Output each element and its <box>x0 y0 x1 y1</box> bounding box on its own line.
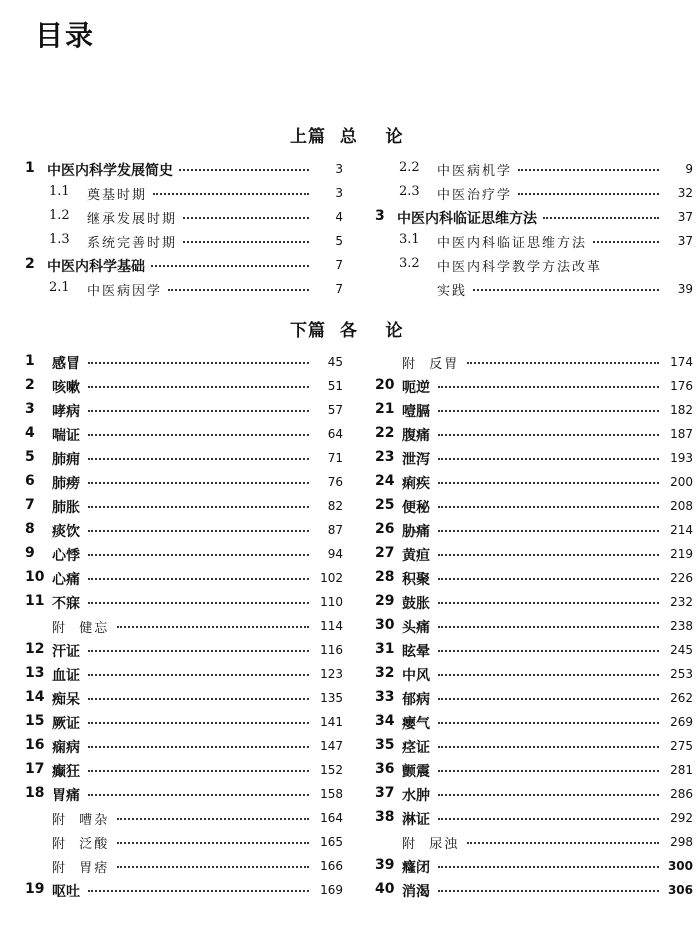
toc-leader-dots <box>467 842 659 844</box>
toc-entry-title: 积聚 <box>402 572 430 588</box>
toc-entry-title: 痫病 <box>52 740 80 756</box>
toc-entry-title: 中医内科临证思维方法 <box>437 236 588 251</box>
toc-entry[interactable] <box>350 518 700 542</box>
toc-page-number: 114 <box>320 619 343 633</box>
toc-entry-title: 中医内科学发展简史 <box>47 163 173 179</box>
toc-entry-title: 颤震 <box>402 764 430 780</box>
toc-entry-number: 2.2 <box>399 160 420 175</box>
toc-page-number: 116 <box>320 643 343 657</box>
toc-entry[interactable] <box>350 470 700 494</box>
toc-entry[interactable] <box>0 181 350 205</box>
toc-page-number: 232 <box>670 595 693 609</box>
toc-leader-dots <box>438 602 659 604</box>
toc-entry-title: 中医内科学教学方法改革 <box>437 260 603 275</box>
toc-entry-title: 感冒 <box>52 356 80 372</box>
toc-entry-title: 痉证 <box>402 740 430 756</box>
toc-entry-title: 不寐 <box>52 596 80 612</box>
toc-page-number: 269 <box>670 715 693 729</box>
toc-entry-number: 3.1 <box>399 232 420 247</box>
toc-leader-dots <box>88 578 309 580</box>
toc-entry-title: 中医内科学基础 <box>47 259 145 275</box>
toc-entry-number: 38 <box>375 809 395 825</box>
toc-entry[interactable] <box>0 350 350 374</box>
toc-leader-dots <box>153 193 309 195</box>
toc-leader-dots <box>88 386 309 388</box>
toc-entry-number: 35 <box>375 737 395 753</box>
toc-entry[interactable] <box>350 854 700 878</box>
toc-entry[interactable] <box>350 205 700 229</box>
toc-entry-title: 痴呆 <box>52 692 80 708</box>
toc-leader-dots <box>438 650 659 652</box>
toc-page-number: 245 <box>670 643 693 657</box>
toc-leader-dots <box>543 217 659 219</box>
toc-entry-title: 附 泛酸 <box>52 837 110 852</box>
toc-entry-number: 27 <box>375 545 395 561</box>
toc-leader-dots <box>438 506 659 508</box>
toc-entry-title: 心悸 <box>52 548 80 564</box>
toc-entry-title: 呕吐 <box>52 884 80 900</box>
toc-leader-dots <box>518 169 659 171</box>
part1-left-column <box>0 157 350 301</box>
toc-entry[interactable] <box>0 157 350 181</box>
toc-entry-title: 中风 <box>402 668 430 684</box>
toc-entry[interactable] <box>0 398 350 422</box>
toc-entry[interactable] <box>0 494 350 518</box>
toc-page-number: 187 <box>670 427 693 441</box>
toc-page-number: 200 <box>670 475 693 489</box>
toc-leader-dots <box>518 193 659 195</box>
toc-entry-title: 中医治疗学 <box>437 188 513 203</box>
toc-entry[interactable] <box>0 542 350 566</box>
toc-entry-title: 痢疾 <box>402 476 430 492</box>
toc-page-number: 82 <box>327 499 343 513</box>
toc-page-number: 286 <box>670 787 693 801</box>
toc-page-number: 281 <box>670 763 693 777</box>
toc-page-number: 76 <box>327 475 343 489</box>
toc-entry-title: 胃痛 <box>52 788 80 804</box>
toc-leader-dots <box>88 506 309 508</box>
toc-entry[interactable] <box>0 854 350 878</box>
toc-entry[interactable] <box>350 181 700 205</box>
toc-entry-title: 血证 <box>52 668 80 684</box>
toc-page-number: 37 <box>677 210 693 224</box>
toc-leader-dots <box>438 578 659 580</box>
toc-leader-dots <box>88 722 309 724</box>
toc-page-number: 214 <box>670 523 693 537</box>
toc-leader-dots <box>88 434 309 436</box>
toc-entry-title: 中医病机学 <box>437 164 513 179</box>
toc-entry-title: 附 健忘 <box>52 621 110 636</box>
toc-entry[interactable] <box>0 229 350 253</box>
toc-entry[interactable] <box>350 350 700 374</box>
part1-right-column <box>350 157 700 301</box>
toc-entry[interactable] <box>350 662 700 686</box>
toc-entry-title: 附 反胃 <box>402 357 460 372</box>
toc-entry-number: 36 <box>375 761 395 777</box>
toc-leader-dots <box>88 650 309 652</box>
toc-entry[interactable] <box>350 614 700 638</box>
toc-entry[interactable] <box>350 710 700 734</box>
toc-entry-title: 癫狂 <box>52 764 80 780</box>
toc-page-number: 32 <box>677 186 693 200</box>
toc-entry[interactable] <box>0 566 350 590</box>
toc-entry-number: 16 <box>25 737 45 753</box>
toc-entry-number: 23 <box>375 449 395 465</box>
toc-entry-number: 31 <box>375 641 395 657</box>
toc-page-number: 208 <box>670 499 693 513</box>
toc-page-number: 275 <box>670 739 693 753</box>
toc-entry-number: 40 <box>375 881 395 897</box>
toc-entry-number: 3 <box>25 401 35 417</box>
toc-page-number: 45 <box>327 355 343 369</box>
toc-page-number: 9 <box>685 162 693 176</box>
toc-page-number: 110 <box>320 595 343 609</box>
toc-entry-number: 2 <box>25 377 35 393</box>
toc-entry[interactable] <box>350 686 700 710</box>
toc-leader-dots <box>438 554 659 556</box>
toc-page-number: 37 <box>677 234 693 248</box>
toc-entry[interactable] <box>350 229 700 253</box>
toc-entry-number: 7 <box>25 497 35 513</box>
part1-heading: 上篇 总 论 <box>290 127 404 147</box>
toc-entry[interactable] <box>0 253 350 277</box>
toc-entry-title: 继承发展时期 <box>87 212 178 227</box>
toc-entry-title: 厥证 <box>52 716 80 732</box>
toc-leader-dots <box>438 746 659 748</box>
toc-leader-dots <box>88 554 309 556</box>
toc-entry-title: 噎膈 <box>402 404 430 420</box>
toc-entry-title: 水肿 <box>402 788 430 804</box>
toc-leader-dots <box>88 362 309 364</box>
toc-leader-dots <box>117 818 309 820</box>
toc-entry-title: 附 胃痞 <box>52 861 110 876</box>
toc-entry-title: 中医内科临证思维方法 <box>397 211 537 227</box>
toc-leader-dots <box>438 818 659 820</box>
toc-leader-dots <box>438 530 659 532</box>
toc-entry-title: 郁病 <box>402 692 430 708</box>
toc-entry[interactable] <box>350 157 700 181</box>
toc-entry-title: 肺痈 <box>52 452 80 468</box>
toc-page-number: 219 <box>670 547 693 561</box>
toc-leader-dots <box>88 794 309 796</box>
toc-entry-title: 腹痛 <box>402 428 430 444</box>
toc-page-number: 57 <box>327 403 343 417</box>
toc-entry-title: 附 尿浊 <box>402 837 460 852</box>
toc-entry-number: 6 <box>25 473 35 489</box>
toc-entry[interactable] <box>350 253 700 277</box>
toc-leader-dots <box>88 770 309 772</box>
toc-entry[interactable] <box>0 758 350 782</box>
toc-entry[interactable] <box>350 277 700 301</box>
toc-leader-dots <box>88 458 309 460</box>
toc-entry-number: 1 <box>25 160 35 176</box>
toc-page-number: 94 <box>327 547 343 561</box>
toc-entry-number: 15 <box>25 713 45 729</box>
toc-entry[interactable] <box>350 878 700 902</box>
toc-entry-number: 25 <box>375 497 395 513</box>
toc-leader-dots <box>438 890 659 892</box>
toc-entry-title: 实践 <box>437 284 468 299</box>
toc-leader-dots <box>151 265 309 267</box>
toc-entry[interactable] <box>350 782 700 806</box>
toc-entry-number: 12 <box>25 641 45 657</box>
toc-entry-number: 34 <box>375 713 395 729</box>
toc-leader-dots <box>88 698 309 700</box>
toc-page-number: 71 <box>327 451 343 465</box>
toc-entry[interactable] <box>0 830 350 854</box>
toc-leader-dots <box>438 434 659 436</box>
toc-entry[interactable] <box>350 542 700 566</box>
toc-leader-dots <box>88 602 309 604</box>
toc-entry-number: 2.1 <box>49 280 70 295</box>
toc-leader-dots <box>88 410 309 412</box>
toc-page-number: 5 <box>335 234 343 248</box>
toc-entry[interactable] <box>350 734 700 758</box>
toc-leader-dots <box>117 842 309 844</box>
toc-page-number: 182 <box>670 403 693 417</box>
toc-entry-title: 黄疸 <box>402 548 430 564</box>
toc-page-number: 164 <box>320 811 343 825</box>
toc-leader-dots <box>117 626 309 628</box>
toc-entry-number: 19 <box>25 881 45 897</box>
toc-entry-title: 肺胀 <box>52 500 80 516</box>
toc-entry[interactable] <box>0 686 350 710</box>
toc-entry-title: 瘿气 <box>402 716 430 732</box>
toc-entry-title: 奠基时期 <box>87 188 148 203</box>
toc-page-number: 7 <box>335 258 343 272</box>
toc-leader-dots <box>88 746 309 748</box>
toc-entry[interactable] <box>350 398 700 422</box>
toc-entry-number: 37 <box>375 785 395 801</box>
toc-entry[interactable] <box>0 277 350 301</box>
toc-entry-number: 10 <box>25 569 45 585</box>
toc-page-number: 7 <box>335 282 343 296</box>
toc-page-number: 292 <box>670 811 693 825</box>
toc-entry-title: 头痛 <box>402 620 430 636</box>
part2-left-column <box>0 350 350 902</box>
toc-page-number: 135 <box>320 691 343 705</box>
toc-entry-title: 癃闭 <box>402 860 430 876</box>
toc-page-number: 141 <box>320 715 343 729</box>
toc-leader-dots <box>438 410 659 412</box>
toc-entry[interactable] <box>0 470 350 494</box>
toc-entry[interactable] <box>350 494 700 518</box>
toc-leader-dots <box>438 674 659 676</box>
toc-entry-title: 淋证 <box>402 812 430 828</box>
toc-entry[interactable] <box>0 422 350 446</box>
toc-entry[interactable] <box>0 590 350 614</box>
toc-entry-number: 21 <box>375 401 395 417</box>
toc-entry[interactable] <box>0 734 350 758</box>
toc-leader-dots <box>438 794 659 796</box>
toc-page-number: 3 <box>335 186 343 200</box>
toc-entry-title: 喘证 <box>52 428 80 444</box>
toc-entry-number: 5 <box>25 449 35 465</box>
toc-leader-dots <box>438 866 659 868</box>
toc-leader-dots <box>183 217 309 219</box>
toc-entry-title: 附 嘈杂 <box>52 813 110 828</box>
toc-leader-dots <box>593 241 659 243</box>
toc-entry-number: 29 <box>375 593 395 609</box>
toc-entry-title: 痰饮 <box>52 524 80 540</box>
toc-entry-number: 1.2 <box>49 208 70 223</box>
toc-page-number: 3 <box>335 162 343 176</box>
toc-entry[interactable] <box>0 710 350 734</box>
part2-heading: 下篇 各 论 <box>290 321 404 341</box>
toc-page-number: 87 <box>327 523 343 537</box>
toc-entry-number: 1 <box>25 353 35 369</box>
toc-page-number: 298 <box>670 835 693 849</box>
toc-page-number: 123 <box>320 667 343 681</box>
toc-page-number: 193 <box>670 451 693 465</box>
toc-entry[interactable] <box>0 806 350 830</box>
toc-entry[interactable] <box>350 638 700 662</box>
toc-page-number: 262 <box>670 691 693 705</box>
toc-page-number: 64 <box>327 427 343 441</box>
toc-leader-dots <box>438 626 659 628</box>
toc-entry[interactable] <box>0 662 350 686</box>
toc-entry[interactable] <box>0 782 350 806</box>
toc-leader-dots <box>438 458 659 460</box>
toc-page-number: 102 <box>320 571 343 585</box>
toc-page-number: 158 <box>320 787 343 801</box>
toc-entry[interactable] <box>350 830 700 854</box>
toc-entry[interactable] <box>350 566 700 590</box>
toc-leader-dots <box>438 386 659 388</box>
toc-entry-number: 3 <box>375 208 385 224</box>
toc-page-number: 165 <box>320 835 343 849</box>
toc-page-number: 147 <box>320 739 343 753</box>
toc-entry-number: 24 <box>375 473 395 489</box>
toc-leader-dots <box>473 289 659 291</box>
toc-leader-dots <box>88 482 309 484</box>
toc-entry-title: 中医病因学 <box>87 284 163 299</box>
toc-entry[interactable] <box>350 422 700 446</box>
toc-entry[interactable] <box>0 518 350 542</box>
toc-leader-dots <box>438 770 659 772</box>
toc-entry-title: 心痛 <box>52 572 80 588</box>
toc-entry-title: 汗证 <box>52 644 80 660</box>
toc-entry-number: 8 <box>25 521 35 537</box>
toc-entry[interactable] <box>350 758 700 782</box>
toc-entry[interactable] <box>350 374 700 398</box>
toc-entry-number: 33 <box>375 689 395 705</box>
toc-entry-title: 泄泻 <box>402 452 430 468</box>
toc-entry-number: 2 <box>25 256 35 272</box>
toc-entry-title: 系统完善时期 <box>87 236 178 251</box>
toc-page-number: 300 <box>667 859 693 873</box>
toc-page-number: 166 <box>320 859 343 873</box>
toc-entry[interactable] <box>350 590 700 614</box>
toc-entry[interactable] <box>0 614 350 638</box>
toc-leader-dots <box>183 241 309 243</box>
toc-entry-number: 9 <box>25 545 35 561</box>
toc-page-number: 51 <box>327 379 343 393</box>
toc-page-number: 4 <box>335 210 343 224</box>
toc-entry-title: 哮病 <box>52 404 80 420</box>
toc-entry-number: 26 <box>375 521 395 537</box>
toc-entry-number: 22 <box>375 425 395 441</box>
toc-entry[interactable] <box>0 205 350 229</box>
toc-entry-number: 39 <box>375 857 395 873</box>
toc-leader-dots <box>88 890 309 892</box>
toc-entry-title: 便秘 <box>402 500 430 516</box>
toc-page-number: 176 <box>670 379 693 393</box>
toc-leader-dots <box>438 482 659 484</box>
toc-entry[interactable] <box>0 446 350 470</box>
toc-entry-number: 30 <box>375 617 395 633</box>
toc-entry-title: 胁痛 <box>402 524 430 540</box>
toc-entry-number: 1.1 <box>49 184 70 199</box>
toc-entry-number: 1.3 <box>49 232 70 247</box>
toc-leader-dots <box>117 866 309 868</box>
toc-entry-title: 鼓胀 <box>402 596 430 612</box>
toc-entry-number: 32 <box>375 665 395 681</box>
toc-entry-title: 咳嗽 <box>52 380 80 396</box>
toc-entry-number: 14 <box>25 689 45 705</box>
toc-entry-number: 3.2 <box>399 256 420 271</box>
toc-leader-dots <box>88 530 309 532</box>
toc-entry-title: 呃逆 <box>402 380 430 396</box>
toc-entry-number: 2.3 <box>399 184 420 199</box>
toc-entry-title: 消渴 <box>402 884 430 900</box>
part2-right-column <box>350 350 700 902</box>
page-title: 目录 <box>35 19 96 52</box>
toc-page-number: 238 <box>670 619 693 633</box>
toc-entry-number: 4 <box>25 425 35 441</box>
toc-leader-dots <box>438 698 659 700</box>
toc-leader-dots <box>88 674 309 676</box>
toc-entry-number: 18 <box>25 785 45 801</box>
toc-page-number: 39 <box>677 282 693 296</box>
toc-leader-dots <box>467 362 659 364</box>
toc-entry-number: 11 <box>25 593 45 609</box>
toc-page-number: 169 <box>320 883 343 897</box>
toc-page-number: 174 <box>670 355 693 369</box>
toc-entry-title: 肺痨 <box>52 476 80 492</box>
toc-leader-dots <box>168 289 309 291</box>
toc-entry[interactable] <box>0 638 350 662</box>
toc-page-number: 152 <box>320 763 343 777</box>
toc-page-number: 226 <box>670 571 693 585</box>
toc-leader-dots <box>438 722 659 724</box>
toc-entry[interactable] <box>350 806 700 830</box>
toc-entry-number: 28 <box>375 569 395 585</box>
toc-entry-number: 20 <box>375 377 395 393</box>
toc-entry-title: 眩晕 <box>402 644 430 660</box>
toc-entry[interactable] <box>350 446 700 470</box>
toc-page-number: 253 <box>670 667 693 681</box>
toc-entry[interactable] <box>0 374 350 398</box>
toc-entry-number: 13 <box>25 665 45 681</box>
toc-entry[interactable] <box>0 878 350 902</box>
toc-entry-number: 17 <box>25 761 45 777</box>
toc-leader-dots <box>179 169 309 171</box>
toc-page-number: 306 <box>667 883 693 897</box>
